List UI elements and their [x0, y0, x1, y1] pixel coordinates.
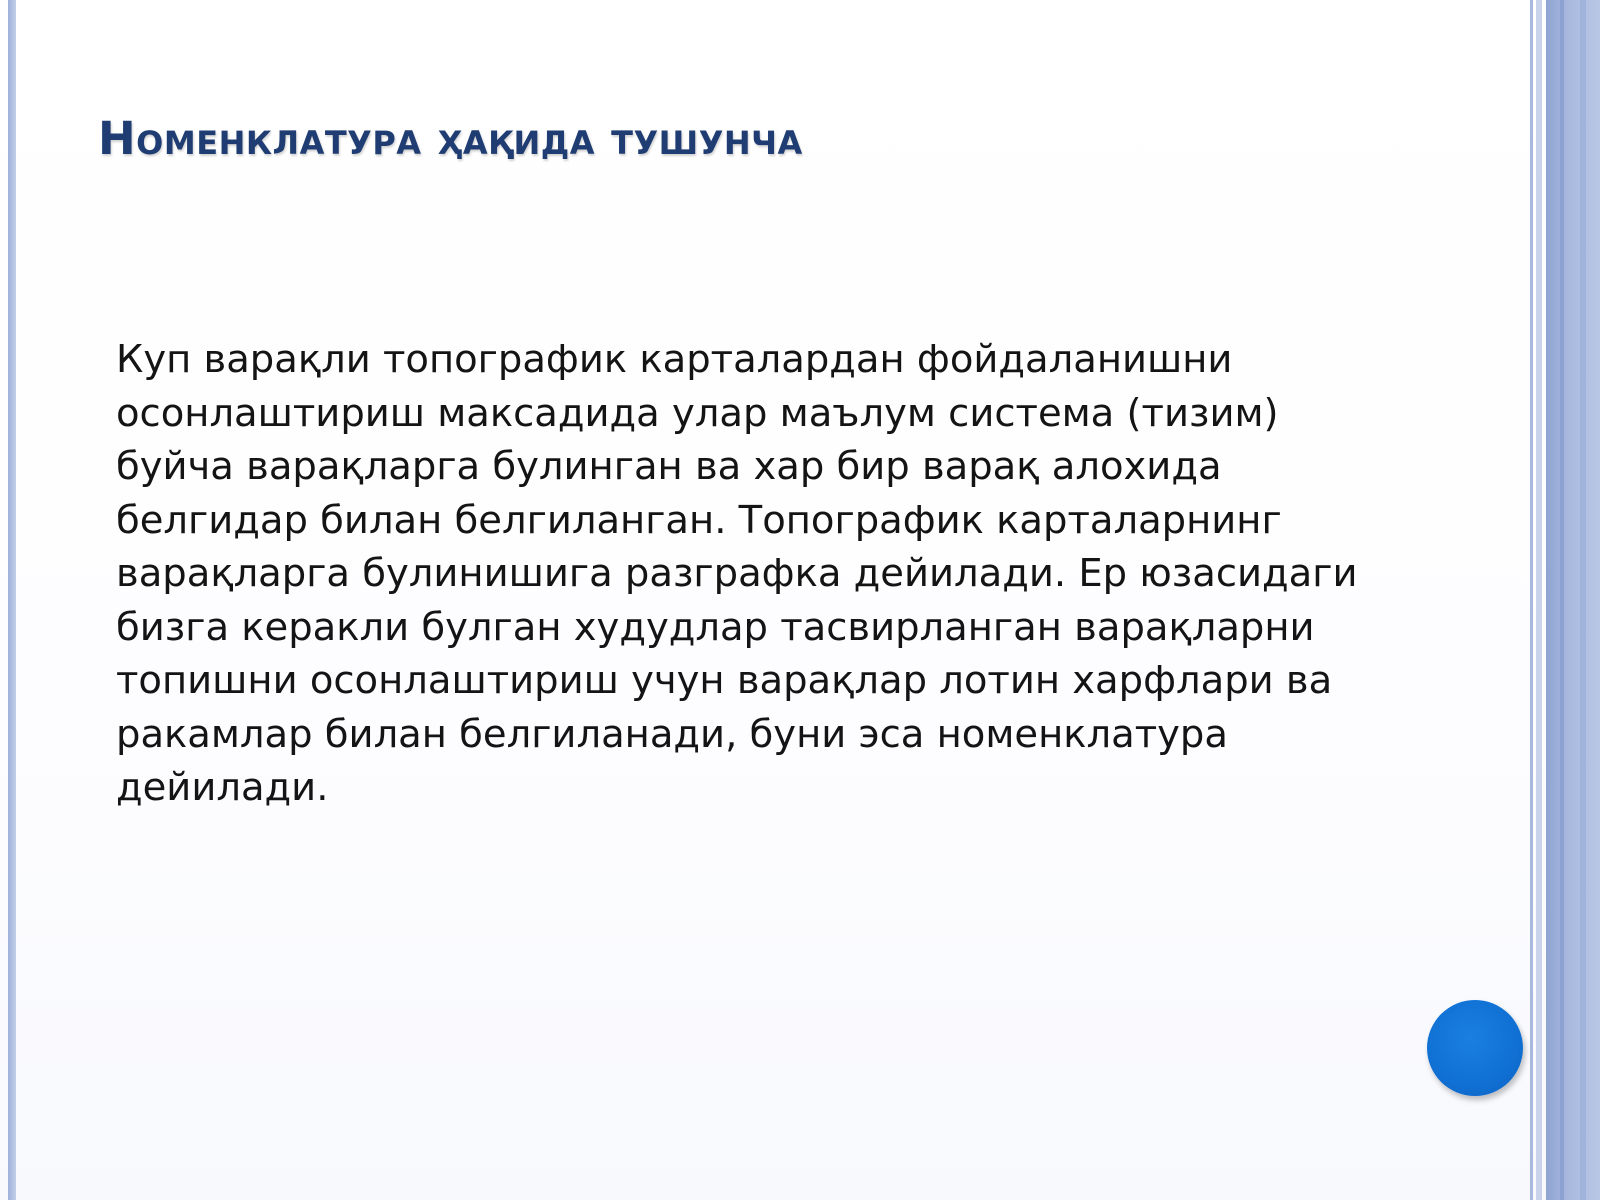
- body-line: белгидар билан белгиланган. Топографик карталарнинг: [116, 497, 1282, 543]
- right-band-line-decoration: [1580, 0, 1586, 1200]
- right-band-decoration: [1546, 0, 1600, 1200]
- body-line: варақларга булинишига разграфка дейилади. Ер юзасидаги: [116, 551, 1358, 596]
- body-line: дейилади.: [116, 765, 329, 810]
- slide-title: Номенклатура ҳақида тушунча: [98, 112, 803, 165]
- body-line: бизга керакли булган худудлар тасвирланган варақларни: [116, 604, 1315, 650]
- left-border-decoration: [8, 0, 16, 1200]
- body-line: Куп варақли топографик карталардан фойдаланишни: [116, 337, 1233, 382]
- body-line: топишни осонлаштириш учун варақлар лотин харфлари ва: [116, 658, 1333, 703]
- slide-body-text: [116, 333, 1446, 815]
- body-line: буйча варақларга булинган ва хар бир варақ алохида: [116, 444, 1222, 489]
- body-line: ракамлар билан белгиланади, буни эса номенклатура: [116, 711, 1228, 757]
- right-stripe-decoration: [1530, 0, 1533, 1200]
- slide-nav-button[interactable]: [1427, 1000, 1523, 1096]
- body-line: осонлаштириш максадида улар маълум система (тизим): [116, 390, 1279, 436]
- right-band-line-decoration: [1560, 0, 1564, 1200]
- right-stripe-decoration: [1536, 0, 1542, 1200]
